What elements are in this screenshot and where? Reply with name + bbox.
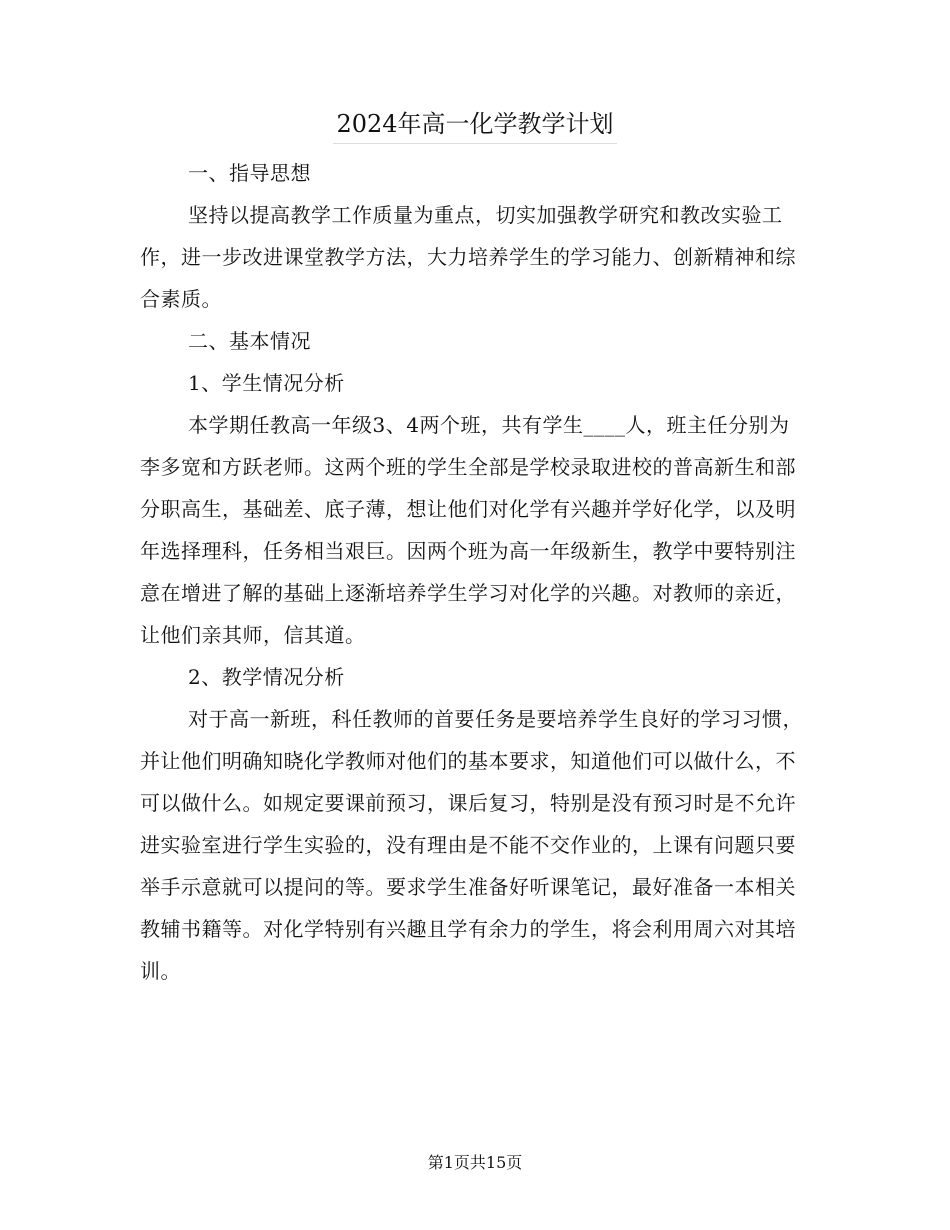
title-underline xyxy=(333,143,617,144)
subsection-heading-teaching-analysis: 2、教学情况分析 xyxy=(188,665,345,689)
paragraph-student-analysis: 本学期任教高一年级3、4两个班，共有学生____人，班主任分别为李多宽和方跃老师。这两个班的学生全部是学校录取进校的普高新生和部分职高生，基础差、底子薄，想让他们对化学有兴趣并学好化学，以及明年选择理科，任务相当艰巨。因两个班为高一年级新生，教学中要特别注意在增进了解的基础上逐渐培养学生学习对化学的兴趣。对教师的亲近，让他们亲其师，信其道。 xyxy=(140,413,796,647)
paragraph-guiding-ideology: 坚持以提高教学工作质量为重点，切实加强教学研究和教改实验工作，进一步改进课堂教学方法，大力培养学生的学习能力、创新精神和综合素质。 xyxy=(140,203,796,311)
subsection-heading-student-analysis: 1、学生情况分析 xyxy=(188,371,345,395)
document-body xyxy=(140,152,808,992)
section-heading-basic-situation: 二、基本情况 xyxy=(188,329,311,353)
section-heading-guiding-ideology: 一、指导思想 xyxy=(188,161,311,185)
document-title: 2024年高一化学教学计划 xyxy=(336,110,614,138)
paragraph-teaching-analysis: 对于高一新班，科任教师的首要任务是要培养学生良好的学习习惯，并让他们明确知晓化学教师对他们的基本要求，知道他们可以做什么，不可以做什么。如规定要课前预习，课后复习，特别是没有预习时是不允许进实验室进行学生实验的，没有理由是不能不交作业的，上课有问题只要举手示意就可以提问的等。要求学生准备好听课笔记，最好准备一本相关教辅书籍等。对化学特别有兴趣且学有余力的学生，将会利用周六对其培训。 xyxy=(140,707,803,983)
page-number: 第1页共15页 xyxy=(427,1153,523,1172)
